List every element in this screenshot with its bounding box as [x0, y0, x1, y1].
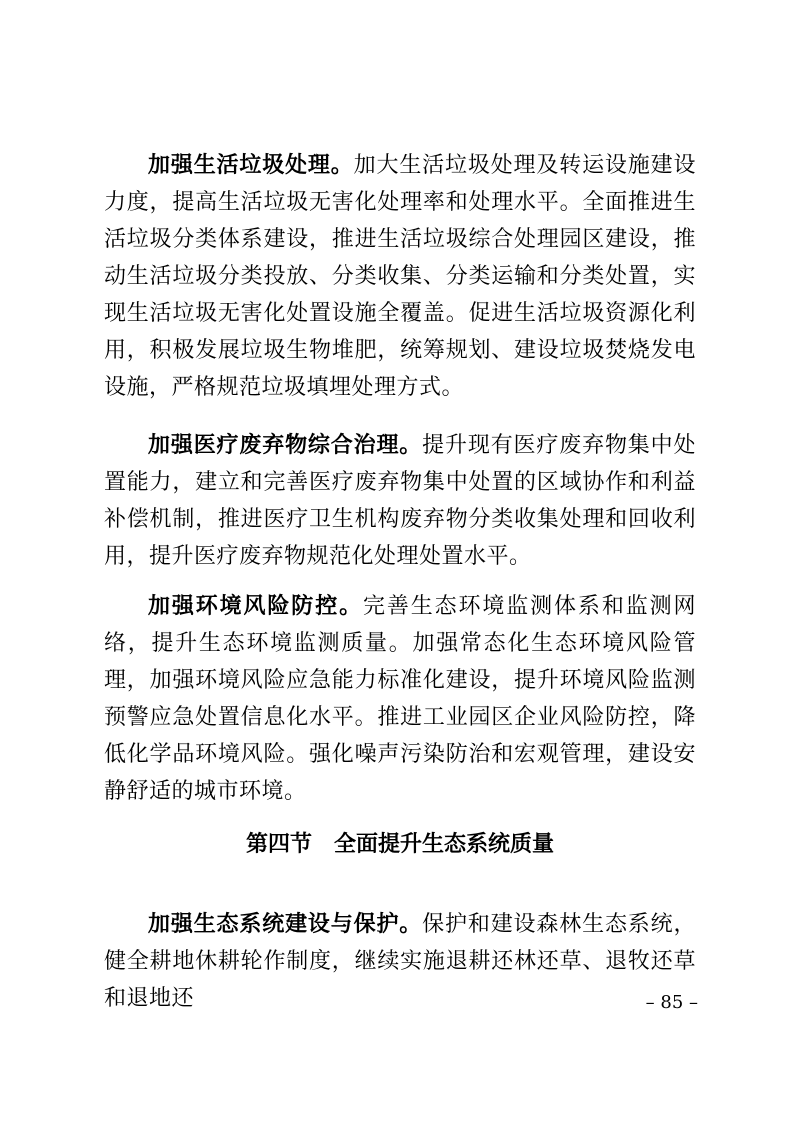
paragraph-body: 完善生态环境监测体系和监测网络，提升生态环境监测质量。加强常态化生态环境风险管理，加强环境风险应急能力标准化建设，提升环境风险监测预警应急处置信息化水平。推进工业园区企业风险防控，降低化学品环境风险。强化噪声污染防治和宏观管理，建设安静舒适的城市环境。	[104, 594, 696, 804]
section-heading: 第四节 全面提升生态系统质量	[245, 832, 554, 857]
paragraph-lead: 加强生态系统建设与保护。	[148, 912, 423, 937]
paragraph-body: 提升现有医疗废弃物集中处置能力，建立和完善医疗废弃物集中处置的区域协作和利益补偿机制，推进医疗卫生机构废弃物分类收集处理和回收利用，提升医疗废弃物规范化处理处置水平。	[104, 433, 696, 569]
paragraph-garbage-treatment	[104, 147, 696, 406]
paragraph-lead: 加强环境风险防控。	[148, 594, 363, 619]
paragraph-medical-waste	[104, 427, 696, 575]
page-number: – 85 –	[645, 992, 698, 1013]
paragraph-lead: 加强医疗废弃物综合治理。	[148, 433, 423, 458]
paragraph-lead: 加强生活垃圾处理。	[148, 153, 354, 178]
paragraph-ecosystem-protection	[104, 906, 696, 1017]
paragraph-environmental-risk	[104, 588, 696, 810]
paragraph-body: 加大生活垃圾处理及转运设施建设力度，提高生活垃圾无害化处理率和处理水平。全面推进生活垃圾分类体系建设，推进生活垃圾综合处理园区建设，推动生活垃圾分类投放、分类收集、分类运输和分类处置，实现生活垃圾无害化处置设施全覆盖。促进生活垃圾资源化利用，积极发展垃圾生物堆肥，统筹规划、建设垃圾焚烧发电设施，严格规范垃圾填埋处理方式。	[104, 153, 696, 400]
paragraph-body: 保护和建设森林生态系统，健全耕地休耕轮作制度，继续实施退耕还林还草、退牧还草和退地还	[104, 912, 696, 1011]
